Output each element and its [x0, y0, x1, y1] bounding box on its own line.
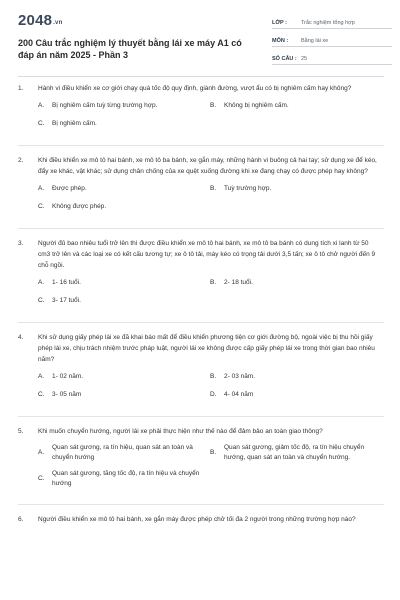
- option-text: Không được phép.: [52, 203, 107, 210]
- question-text: Người đủ bao nhiêu tuổi trở lên thì được điều khiển xe mô tô hai bánh, xe mô tô ba bánh có dung tích xi lanh từ 50 cm3 trở lên và các loại xe có kết cấu tương tự; xe ô tô tải, máy kéo có trọng tải dưới 3,5 tấn; xe ô tô chở người đến 9 chỗ ngồi.: [38, 240, 376, 269]
- question-item: [18, 238, 384, 323]
- answer-options: [38, 443, 384, 495]
- question-item: [18, 332, 384, 417]
- option-letter: D.: [210, 391, 217, 398]
- answer-option-c[interactable]: [38, 469, 210, 489]
- question-number: 6.: [18, 516, 24, 523]
- question-text: Khi sử dụng giấy phép lái xe đã khai báo mất để điều khiển phương tiện cơ giới đường bộ, ngoài việc bị thu hồi giấy phép lái xe, chịu trách nhiệm trước pháp luật, người lái xe không được cấp giấy phép lái xe trong thời gian bao nhiêu năm?: [38, 334, 375, 363]
- option-text: Quan sát gương, tăng tốc độ, ra tín hiệu và chuyển hướng: [52, 470, 200, 487]
- subject-label: MÔN :: [272, 38, 289, 44]
- answer-option-b[interactable]: [210, 100, 382, 112]
- question-number: 4.: [18, 334, 24, 341]
- option-text: 2- 18 tuổi.: [224, 279, 253, 286]
- option-text: Bị nghiêm cấm.: [52, 120, 97, 127]
- answer-option-c[interactable]: [38, 118, 210, 130]
- answer-option-b[interactable]: [210, 443, 382, 463]
- answer-option-a[interactable]: [38, 277, 210, 289]
- answer-option-c[interactable]: [38, 295, 210, 307]
- option-text: 4- 04 năm: [224, 391, 254, 398]
- option-letter: A.: [38, 279, 45, 286]
- question-text: Hành vi điều khiển xe cơ giới chạy quá tốc độ quy định, giành đường, vượt ẩu có bị nghiêm cấm hay không?: [38, 85, 352, 92]
- logo-main-text: 2048: [18, 12, 53, 29]
- site-logo[interactable]: [18, 12, 62, 29]
- question-number: 3.: [18, 240, 24, 247]
- question-count-value: 25: [301, 56, 308, 62]
- logo-suffix-text: .vn: [53, 20, 63, 26]
- question-item: [18, 83, 384, 146]
- option-letter: C.: [38, 475, 45, 482]
- meta-row-count: [272, 50, 392, 65]
- option-letter: A.: [38, 185, 45, 192]
- question-list: [18, 83, 384, 534]
- option-text: Không bị nghiêm cấm.: [224, 102, 289, 109]
- meta-row-class: [272, 14, 392, 29]
- answer-option-a[interactable]: [38, 371, 210, 383]
- question-number: 2.: [18, 157, 24, 164]
- question-number: 5.: [18, 428, 24, 435]
- question-item: [18, 514, 384, 534]
- question-item: [18, 155, 384, 229]
- option-letter: B.: [210, 373, 217, 380]
- option-letter: C.: [38, 391, 45, 398]
- class-label: LỚP :: [272, 20, 287, 26]
- meta-info-panel: [272, 14, 392, 68]
- question-item: [18, 426, 384, 505]
- question-text: Khi điều khiển xe mô tô hai bánh, xe mô tô ba bánh, xe gắn máy, những hành vi buông cả hai tay; sử dụng xe để kéo, đẩy xe khác, vật khác; sử dụng chân chống của xe quệt xuống đường khi xe đang chạy có được phép hay không?: [38, 157, 377, 175]
- answer-option-b[interactable]: [210, 183, 382, 195]
- option-letter: B.: [210, 449, 217, 456]
- option-letter: B.: [210, 279, 217, 286]
- option-text: Quan sát gương, giảm tốc độ, ra tín hiệu chuyển hướng, quan sát an toàn và chuyển hướng.: [224, 444, 365, 461]
- header-divider: [18, 76, 384, 77]
- answer-option-c[interactable]: [38, 389, 210, 401]
- question-text: Khi muốn chuyển hướng, người lái xe phải thực hiện như thế nào để đảm bảo an toàn giao thông?: [38, 428, 323, 435]
- class-value: Trắc nghiệm tổng hợp: [301, 20, 355, 26]
- option-letter: B.: [210, 102, 217, 109]
- option-text: Quan sát gương, ra tín hiệu, quan sát an toàn và chuyển hướng: [52, 444, 193, 461]
- option-letter: C.: [38, 297, 45, 304]
- option-text: 1- 16 tuổi.: [52, 279, 81, 286]
- answer-option-c[interactable]: [38, 201, 210, 213]
- answer-option-a[interactable]: [38, 100, 210, 112]
- option-letter: C.: [38, 203, 45, 210]
- option-text: 1- 02 năm.: [52, 373, 84, 380]
- answer-option-a[interactable]: [38, 443, 210, 463]
- option-text: Được phép.: [52, 185, 87, 192]
- option-text: Tuỳ trường hợp.: [224, 185, 272, 192]
- answer-option-b[interactable]: [210, 371, 382, 383]
- answer-options: [38, 100, 384, 136]
- subject-value: Bằng lái xe: [301, 38, 329, 44]
- answer-options: [38, 277, 384, 313]
- option-text: 3- 17 tuổi.: [52, 297, 81, 304]
- option-text: 2- 03 năm.: [224, 373, 256, 380]
- answer-options: [38, 371, 384, 407]
- meta-row-subject: [272, 32, 392, 47]
- option-letter: A.: [38, 102, 45, 109]
- option-text: 3- 05 năm: [52, 391, 82, 398]
- question-number: 1.: [18, 85, 24, 92]
- option-letter: B.: [210, 185, 217, 192]
- option-text: Bị nghiêm cấm tuỳ từng trường hợp.: [52, 102, 158, 109]
- option-letter: A.: [38, 373, 45, 380]
- answer-option-a[interactable]: [38, 183, 210, 195]
- answer-option-b[interactable]: [210, 277, 382, 289]
- document-title: 200 Câu trắc nghiệm lý thuyết bằng lái xe máy A1 có đáp án năm 2025 - Phần 3: [18, 38, 242, 60]
- answer-options: [38, 183, 384, 219]
- document-header: [18, 10, 384, 76]
- option-letter: A.: [38, 449, 45, 456]
- option-letter: C.: [38, 120, 45, 127]
- question-count-label: SỐ CÂU :: [272, 56, 297, 62]
- question-text: Người điều khiển xe mô tô hai bánh, xe gắn máy được phép chở tối đa 2 người trong những trường hợp nào?: [38, 516, 356, 523]
- answer-option-d[interactable]: [210, 389, 382, 401]
